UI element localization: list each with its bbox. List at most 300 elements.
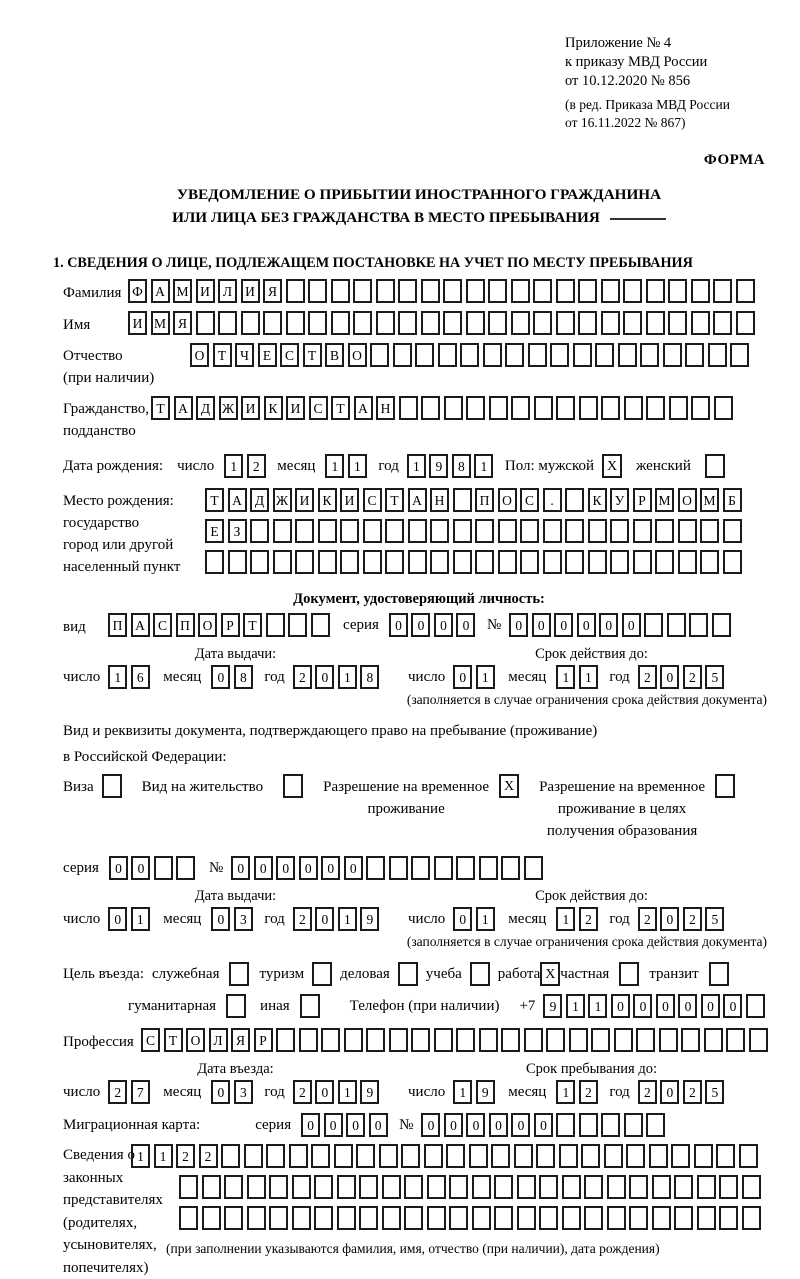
identity-issue-heading: Дата выдачи:: [194, 646, 277, 662]
form-cell: [318, 519, 337, 543]
purpose-other-checkbox: [300, 994, 320, 1018]
representatives-label: Сведения о законных представителях (родителях, усыновителях, попечителях): [63, 1147, 163, 1276]
form-cell: [308, 279, 327, 303]
form-cell: [539, 1206, 558, 1230]
birth-year-cells: [407, 454, 497, 478]
form-cell: [749, 1028, 768, 1052]
form-cell: [689, 613, 708, 637]
form-cell: [629, 1206, 648, 1230]
identity-number-cells: [509, 613, 734, 637]
form-cell: 7: [131, 1080, 150, 1104]
form-cell: [179, 1206, 198, 1230]
form-cell: К: [588, 488, 607, 512]
form-cell: [691, 279, 710, 303]
form-cell: [250, 519, 269, 543]
entry-year-cells: [293, 1080, 383, 1104]
form-cell: 2: [683, 907, 702, 931]
year-label: год: [264, 1084, 285, 1100]
rvp-checkbox: X: [499, 774, 519, 798]
form-cell: 2: [293, 665, 312, 689]
identity-valid-month-cells: [556, 665, 601, 689]
form-cell: [286, 311, 305, 335]
form-cell: [456, 856, 475, 880]
month-label: месяц: [277, 458, 316, 474]
form-cell: А: [174, 396, 193, 420]
form-cell: Р: [221, 613, 240, 637]
form-cell: [659, 1028, 678, 1052]
form-cell: [601, 311, 620, 335]
form-cell: [646, 279, 665, 303]
form-cell: К: [264, 396, 283, 420]
form-cell: 5: [705, 665, 724, 689]
title-blank-underline: [610, 218, 666, 220]
form-cell: [453, 488, 472, 512]
form-cell: 1: [154, 1144, 173, 1168]
form-cell: Ж: [219, 396, 238, 420]
form-cell: 0: [532, 613, 551, 637]
form-cell: [479, 856, 498, 880]
form-cell: [674, 1206, 693, 1230]
form-cell: [241, 311, 260, 335]
form-cell: [353, 311, 372, 335]
form-cell: А: [131, 613, 150, 637]
form-cell: И: [241, 279, 260, 303]
form-cell: [353, 279, 372, 303]
form-cell: [244, 1144, 263, 1168]
form-cell: Т: [303, 343, 322, 367]
form-cell: [472, 1175, 491, 1199]
day-label: число: [408, 911, 446, 927]
form-cell: [453, 550, 472, 574]
form-cell: 1: [474, 454, 493, 478]
identity-series-cells: [389, 613, 479, 637]
form-cell: 0: [660, 665, 679, 689]
form-cell: [276, 1028, 295, 1052]
purpose-private-label: частная: [560, 966, 610, 982]
form-cell: [398, 279, 417, 303]
field-birth-place: [63, 488, 775, 581]
form-cell: [573, 343, 592, 367]
form-cell: [556, 279, 575, 303]
form-cell: [517, 1206, 536, 1230]
form-cell: [154, 856, 173, 880]
form-cell: [618, 343, 637, 367]
form-cell: 1: [348, 454, 367, 478]
form-cell: [671, 1144, 690, 1168]
birth-day-cells: [224, 454, 269, 478]
representatives-rows: [131, 1144, 775, 1257]
form-cell: [438, 343, 457, 367]
form-cell: [708, 343, 727, 367]
form-cell: [295, 519, 314, 543]
form-cell: [624, 396, 643, 420]
form-cell: 0: [369, 1113, 388, 1137]
form-cell: [404, 1206, 423, 1230]
form-cell: [314, 1206, 333, 1230]
form-cell: 0: [723, 994, 742, 1018]
form-cell: [430, 550, 449, 574]
form-cell: [202, 1175, 221, 1199]
field-patronymic: [63, 343, 775, 389]
residence-valid-heading: Срок действия до:: [535, 888, 648, 904]
form-cell: [453, 519, 472, 543]
form-cell: [472, 1206, 491, 1230]
section1-heading: 1. СВЕДЕНИЯ О ЛИЦЕ, ПОДЛЕЖАЩЕМ ПОСТАНОВКЕ НА УЧЕТ ПО МЕСТУ ПРЕБЫВАНИЯ: [53, 255, 693, 271]
month-label: месяц: [163, 1084, 202, 1100]
form-cell: [562, 1175, 581, 1199]
representatives-row3-cells: [179, 1206, 764, 1230]
form-cell: [723, 519, 742, 543]
form-cell: Я: [263, 279, 282, 303]
form-cell: [269, 1175, 288, 1199]
form-cell: 0: [656, 994, 675, 1018]
form-cell: 1: [325, 454, 344, 478]
purpose-other-label: иная: [260, 998, 290, 1014]
birth-month-cells: [325, 454, 370, 478]
form-cell: 0: [344, 856, 363, 880]
form-cell: [746, 994, 765, 1018]
stay-month-cells: [556, 1080, 601, 1104]
form-cell: [716, 1144, 735, 1168]
given-name-cells: [128, 311, 758, 335]
form-cell: [218, 311, 237, 335]
form-cell: 0: [678, 994, 697, 1018]
form-cell: К: [318, 488, 337, 512]
form-cell: 0: [622, 613, 641, 637]
purpose-humanitarian-checkbox: [226, 994, 246, 1018]
form-cell: 1: [338, 1080, 357, 1104]
form-cell: [393, 343, 412, 367]
form-cell: [460, 343, 479, 367]
form-cell: [501, 856, 520, 880]
title-line-2: ИЛИ ЛИЦА БЕЗ ГРАЖДАНСТВА В МЕСТО ПРЕБЫВАНИЯ: [63, 206, 775, 229]
form-cell: [205, 550, 224, 574]
form-cell: [739, 1144, 758, 1168]
residence-issue-month-cells: [211, 907, 256, 931]
form-cell: [449, 1175, 468, 1199]
profession-cells: [141, 1028, 771, 1052]
purpose-work-checkbox: X: [540, 962, 560, 986]
migration-number-cells: [421, 1113, 669, 1137]
form-cell: Т: [151, 396, 170, 420]
form-cell: [221, 1144, 240, 1168]
form-cell: 1: [407, 454, 426, 478]
form-cell: [646, 396, 665, 420]
form-cell: [311, 613, 330, 637]
form-cell: [415, 343, 434, 367]
form-cell: [614, 1028, 633, 1052]
form-cell: [581, 1144, 600, 1168]
form-cell: [376, 311, 395, 335]
form-cell: 0: [509, 613, 528, 637]
form-cell: 1: [476, 907, 495, 931]
form-cell: Т: [331, 396, 350, 420]
form-cell: [601, 279, 620, 303]
entry-day-cells: [108, 1080, 153, 1104]
form-cell: [623, 279, 642, 303]
form-cell: 2: [199, 1144, 218, 1168]
migration-card-label: Миграционная карта:: [63, 1117, 201, 1133]
identity-kind-cells: [108, 613, 333, 637]
representatives-row1-cells: [131, 1144, 761, 1168]
form-cell: 0: [411, 613, 430, 637]
day-label: число: [177, 458, 215, 474]
residence-doc-options: [63, 774, 775, 842]
form-cell: [646, 311, 665, 335]
form-cell: [179, 1175, 198, 1199]
form-cell: [714, 396, 733, 420]
form-cell: [524, 1028, 543, 1052]
identity-valid-day-cells: [453, 665, 498, 689]
field-representatives: [63, 1144, 775, 1279]
form-cell: [456, 1028, 475, 1052]
form-cell: Б: [723, 488, 742, 512]
form-cell: [494, 1206, 513, 1230]
form-cell: [610, 519, 629, 543]
form-cell: [626, 1144, 645, 1168]
form-cell: [678, 550, 697, 574]
form-cell: [289, 1144, 308, 1168]
form-cell: [250, 550, 269, 574]
form-cell: 0: [346, 1113, 365, 1137]
form-cell: 0: [421, 1113, 440, 1137]
form-cell: [356, 1144, 375, 1168]
form-cell: [649, 1144, 668, 1168]
form-cell: [475, 519, 494, 543]
birth-place-rows: [205, 488, 775, 581]
form-cell: Я: [231, 1028, 250, 1052]
day-label: число: [63, 669, 101, 685]
form-cell: [224, 1206, 243, 1230]
form-cell: [292, 1175, 311, 1199]
residence-doc-dates: [63, 888, 775, 931]
form-cell: [427, 1206, 446, 1230]
form-cell: [624, 1113, 643, 1137]
form-cell: [730, 343, 749, 367]
form-cell: 2: [293, 907, 312, 931]
day-label: число: [408, 669, 446, 685]
form-cell: [559, 1144, 578, 1168]
surname-cells: [128, 279, 758, 303]
form-cell: [584, 1206, 603, 1230]
rvp-edu-label: Разрешение на временное проживание в целях получения образования: [539, 779, 706, 839]
purpose-transit-label: транзит: [649, 966, 699, 982]
number-label: №: [208, 860, 224, 876]
form-cell: [446, 1144, 465, 1168]
form-cell: [411, 1028, 430, 1052]
form-cell: [652, 1206, 671, 1230]
form-cell: 2: [247, 454, 266, 478]
form-cell: Т: [205, 488, 224, 512]
residence-doc-note: (заполняется в случае ограничения срока действия документа): [406, 934, 767, 949]
day-label: число: [63, 911, 101, 927]
form-cell: М: [173, 279, 192, 303]
form-cell: 1: [579, 665, 598, 689]
residence-valid-day-cells: [453, 907, 498, 931]
form-cell: 2: [683, 665, 702, 689]
form-cell: [700, 519, 719, 543]
identity-doc-note: (заполняется в случае ограничения срока действия документа): [406, 692, 767, 707]
form-cell: [674, 1175, 693, 1199]
form-cell: 9: [543, 994, 562, 1018]
purpose-official-checkbox: [229, 962, 249, 986]
field-visit-purpose: [63, 962, 775, 986]
form-cell: [427, 1175, 446, 1199]
purpose-transit-checkbox: [709, 962, 729, 986]
form-cell: 0: [444, 1113, 463, 1137]
form-cell: [408, 550, 427, 574]
form-cell: 1: [566, 994, 585, 1018]
form-cell: Т: [164, 1028, 183, 1052]
form-title: [63, 183, 775, 229]
stay-day-cells: [453, 1080, 498, 1104]
form-cell: [636, 1028, 655, 1052]
month-label: месяц: [508, 1084, 547, 1100]
form-cell: [266, 1144, 285, 1168]
series-label: серия: [63, 860, 99, 876]
form-cell: [569, 1028, 588, 1052]
form-cell: [633, 519, 652, 543]
form-cell: 1: [556, 907, 575, 931]
form-cell: [607, 1206, 626, 1230]
form-cell: 0: [131, 856, 150, 880]
form-cell: [273, 519, 292, 543]
form-cell: 0: [108, 907, 127, 931]
form-cell: [742, 1175, 761, 1199]
form-cell: 1: [556, 665, 575, 689]
form-cell: [366, 856, 385, 880]
form-cell: [498, 519, 517, 543]
form-cell: С: [153, 613, 172, 637]
form-cell: [511, 396, 530, 420]
form-cell: С: [520, 488, 539, 512]
form-cell: А: [151, 279, 170, 303]
form-cell: 3: [234, 907, 253, 931]
form-cell: [331, 279, 350, 303]
form-cell: [565, 519, 584, 543]
form-cell: Н: [376, 396, 395, 420]
purpose-official-label: служебная: [151, 966, 220, 982]
purpose-work-label: работа: [497, 966, 541, 982]
form-cell: [363, 519, 382, 543]
year-label: год: [378, 458, 399, 474]
form-cell: 0: [611, 994, 630, 1018]
appendix-note: [565, 34, 765, 132]
form-cell: 0: [211, 665, 230, 689]
form-cell: Ж: [273, 488, 292, 512]
form-cell: [266, 613, 285, 637]
form-cell: [475, 550, 494, 574]
residence-intro-line2: в Российской Федерации:: [63, 749, 227, 765]
form-cell: 2: [176, 1144, 195, 1168]
series-label: серия: [343, 617, 379, 633]
form-cell: [533, 279, 552, 303]
purpose-business-checkbox: [398, 962, 418, 986]
edition-line: (в ред. Приказа МВД России: [565, 97, 730, 112]
year-label: год: [609, 669, 630, 685]
form-cell: 2: [579, 907, 598, 931]
form-cell: [588, 519, 607, 543]
year-label: год: [264, 911, 285, 927]
phone-prefix: +7: [519, 998, 536, 1014]
residence-series-cells: [109, 856, 199, 880]
form-cell: М: [655, 488, 674, 512]
form-cell: У: [610, 488, 629, 512]
identity-issue-day-cells: [108, 665, 153, 689]
form-cell: [543, 519, 562, 543]
form-cell: 1: [476, 665, 495, 689]
purpose-business-label: деловая: [340, 966, 390, 982]
form-cell: Л: [209, 1028, 228, 1052]
form-cell: [466, 396, 485, 420]
identity-issue-year-cells: [293, 665, 383, 689]
form-cell: С: [141, 1028, 160, 1052]
form-cell: [528, 343, 547, 367]
form-cell: [286, 279, 305, 303]
form-cell: [176, 856, 195, 880]
form-cell: [524, 856, 543, 880]
form-cell: [340, 519, 359, 543]
surname-label: Фамилия: [63, 285, 122, 301]
form-cell: [565, 550, 584, 574]
month-label: месяц: [163, 911, 202, 927]
purpose-study-label: учеба: [425, 966, 462, 982]
form-cell: [520, 550, 539, 574]
form-cell: [534, 396, 553, 420]
form-cell: 0: [254, 856, 273, 880]
form-cell: Д: [196, 396, 215, 420]
form-cell: [321, 1028, 340, 1052]
form-cell: 1: [338, 907, 357, 931]
form-cell: 9: [476, 1080, 495, 1104]
form-cell: [382, 1175, 401, 1199]
appendix-line: к приказу МВД России: [565, 54, 708, 70]
form-cell: [318, 550, 337, 574]
residence-doc-intro: [63, 718, 775, 770]
form-cell: И: [128, 311, 147, 335]
form-cell: [742, 1206, 761, 1230]
form-cell: [359, 1206, 378, 1230]
identity-doc-dates: [63, 646, 775, 689]
form-cell: 0: [315, 665, 334, 689]
form-cell: 2: [638, 665, 657, 689]
form-cell: [685, 343, 704, 367]
form-cell: [443, 279, 462, 303]
day-label: число: [408, 1084, 446, 1100]
field-visit-purpose-row2: [128, 994, 775, 1018]
form-cell: Т: [243, 613, 262, 637]
series-label: серия: [255, 1117, 292, 1133]
form-cell: [517, 1175, 536, 1199]
form-cell: [337, 1206, 356, 1230]
form-cell: И: [286, 396, 305, 420]
form-cell: Д: [250, 488, 269, 512]
form-cell: 0: [701, 994, 720, 1018]
purpose-humanitarian-label: гуманитарная: [128, 998, 217, 1014]
form-cell: 3: [234, 1080, 253, 1104]
form-cell: [565, 488, 584, 512]
birth-place-row2-cells: [205, 519, 745, 543]
form-cell: О: [190, 343, 209, 367]
form-cell: П: [108, 613, 127, 637]
form-cell: [652, 1175, 671, 1199]
form-cell: 0: [301, 1113, 320, 1137]
field-citizenship: [63, 396, 775, 442]
form-cell: [640, 343, 659, 367]
field-given-name: [63, 311, 775, 336]
form-cell: [511, 311, 530, 335]
form-cell: 0: [109, 856, 128, 880]
